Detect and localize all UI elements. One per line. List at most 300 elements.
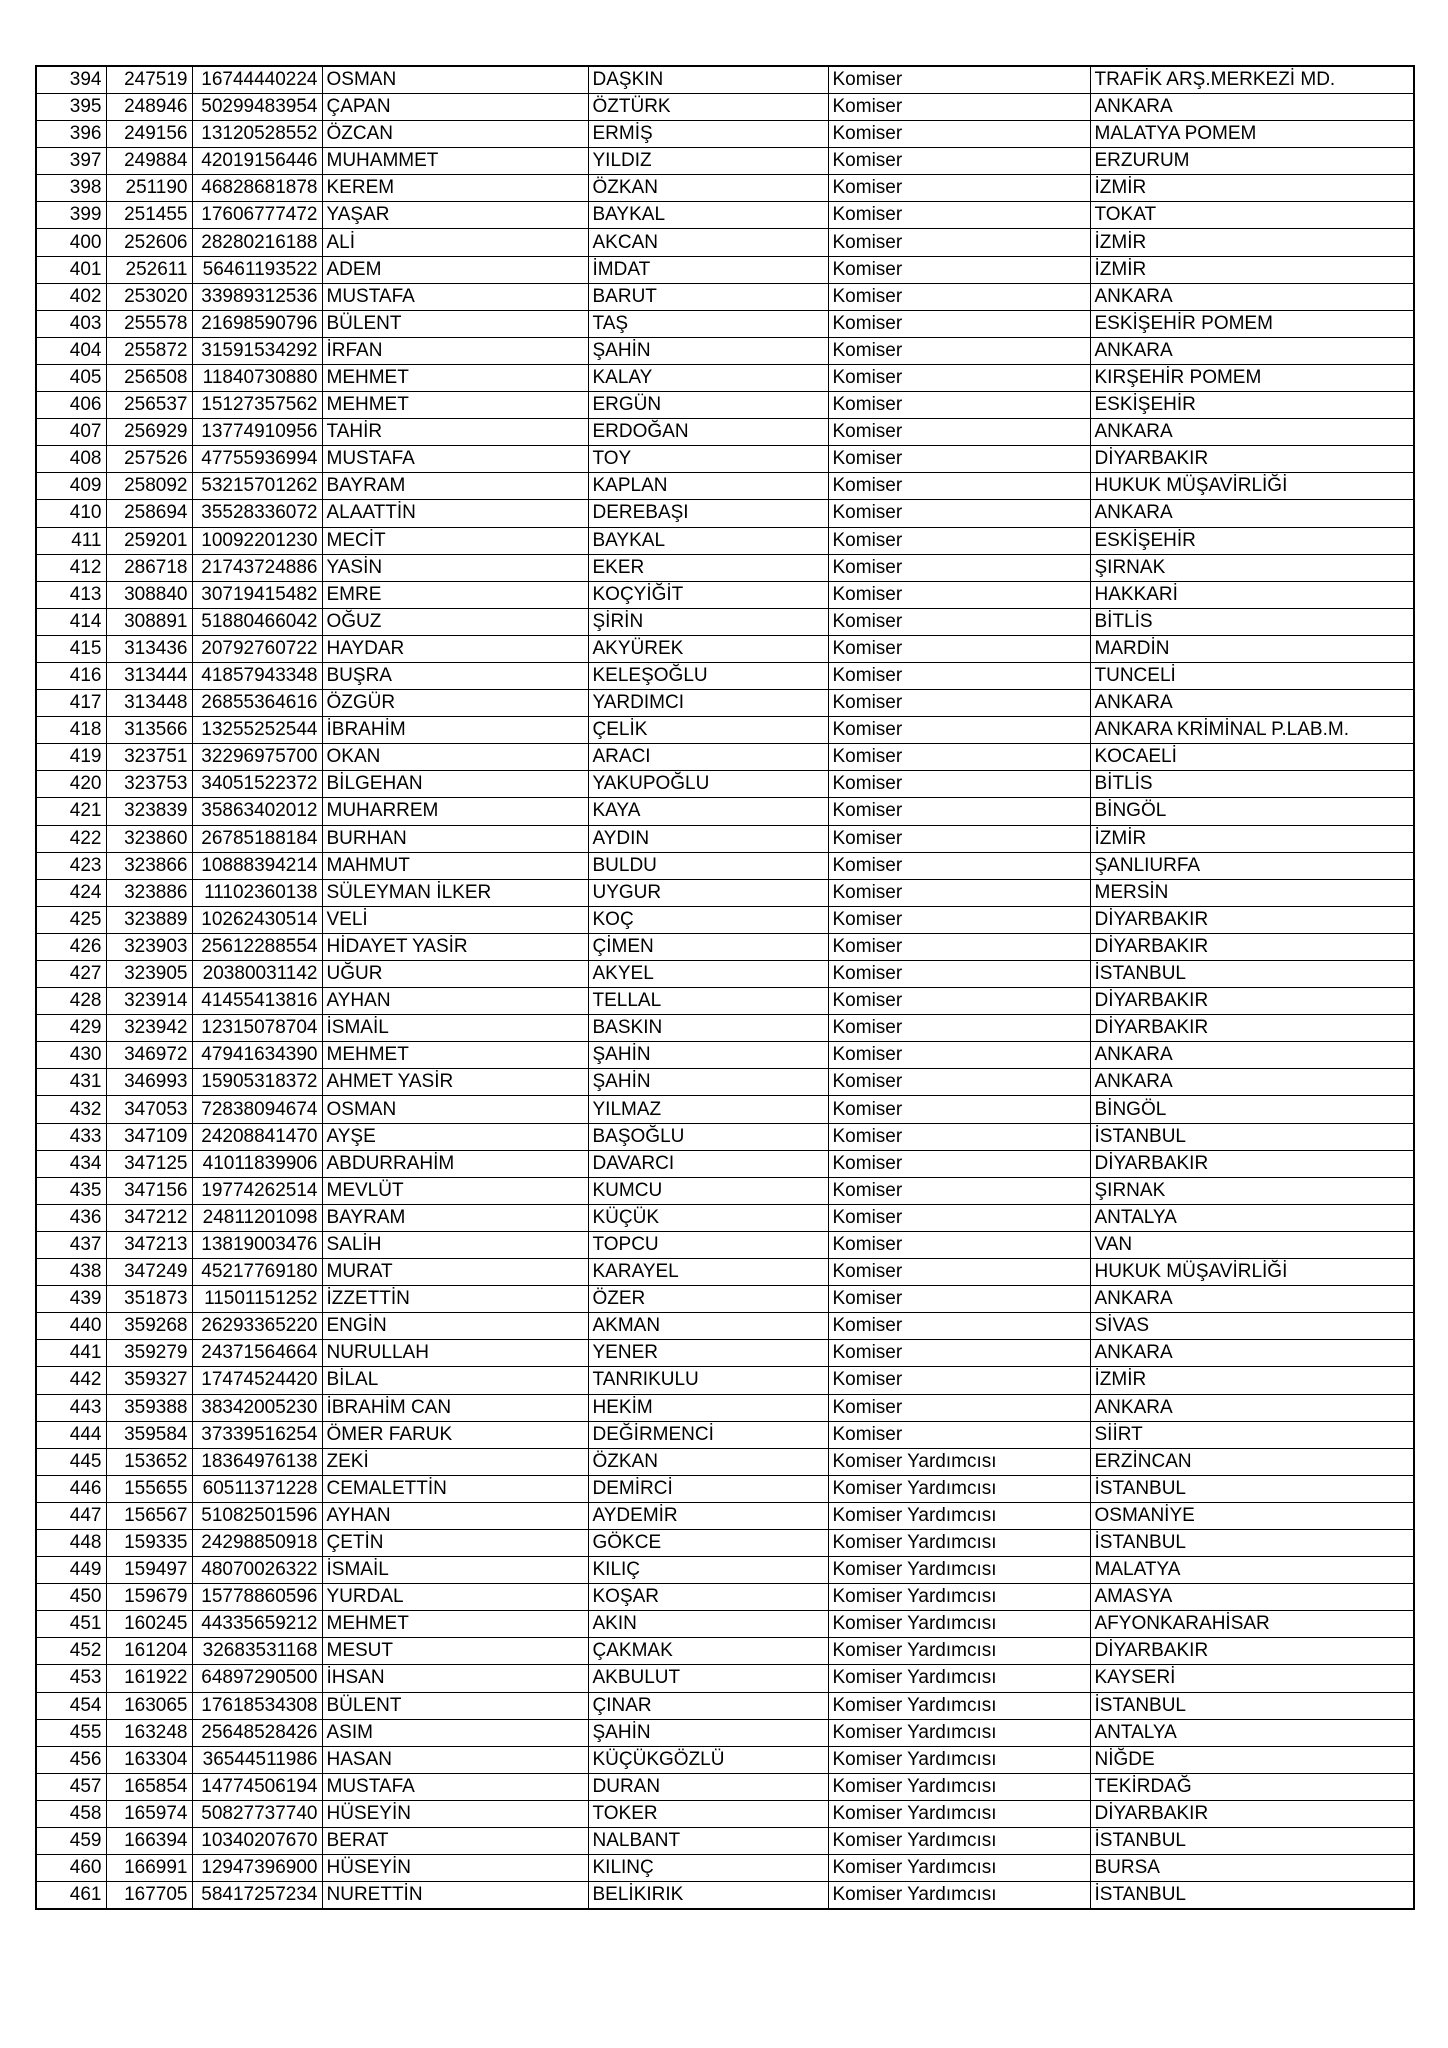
- last-name-cell: DAVARCI: [588, 1150, 828, 1177]
- id-number-cell: 15127357562: [192, 392, 322, 419]
- id-number-cell: 11501151252: [192, 1286, 322, 1313]
- first-name-cell: BURHAN: [322, 825, 588, 852]
- table-row: [36, 1638, 1414, 1665]
- row-number-cell: 427: [36, 961, 106, 988]
- rank-cell: Komiser Yardımcısı: [828, 1611, 1090, 1638]
- row-number-cell: 432: [36, 1096, 106, 1123]
- row-number-cell: 418: [36, 717, 106, 744]
- registry-number-cell: 163304: [106, 1746, 192, 1773]
- registry-number-cell: 249884: [106, 148, 192, 175]
- registry-number-cell: 359268: [106, 1313, 192, 1340]
- row-number-cell: 410: [36, 500, 106, 527]
- last-name-cell: TOY: [588, 446, 828, 473]
- table-row: [36, 1557, 1414, 1584]
- registry-number-cell: 323914: [106, 988, 192, 1015]
- last-name-cell: KOÇ: [588, 906, 828, 933]
- last-name-cell: KARAYEL: [588, 1259, 828, 1286]
- id-number-cell: 34051522372: [192, 771, 322, 798]
- registry-number-cell: 161922: [106, 1665, 192, 1692]
- last-name-cell: GÖKCE: [588, 1529, 828, 1556]
- rank-cell: Komiser: [828, 1231, 1090, 1258]
- id-number-cell: 17606777472: [192, 202, 322, 229]
- last-name-cell: TANRIKULU: [588, 1367, 828, 1394]
- last-name-cell: DURAN: [588, 1773, 828, 1800]
- registry-number-cell: 249156: [106, 121, 192, 148]
- table-row: [36, 283, 1414, 310]
- table-row: [36, 527, 1414, 554]
- row-number-cell: 448: [36, 1529, 106, 1556]
- duty-location-cell: ŞIRNAK: [1090, 554, 1414, 581]
- registry-number-cell: 359279: [106, 1340, 192, 1367]
- rank-cell: Komiser: [828, 1259, 1090, 1286]
- id-number-cell: 24298850918: [192, 1529, 322, 1556]
- id-number-cell: 41011839906: [192, 1150, 322, 1177]
- rank-cell: Komiser: [828, 1150, 1090, 1177]
- last-name-cell: DAŞKIN: [588, 66, 828, 94]
- row-number-cell: 423: [36, 852, 106, 879]
- table-row: [36, 1719, 1414, 1746]
- table-row: [36, 229, 1414, 256]
- first-name-cell: TAHİR: [322, 419, 588, 446]
- registry-number-cell: 156567: [106, 1502, 192, 1529]
- id-number-cell: 44335659212: [192, 1611, 322, 1638]
- rank-cell: Komiser Yardımcısı: [828, 1638, 1090, 1665]
- registry-number-cell: 251190: [106, 175, 192, 202]
- duty-location-cell: TEKİRDAĞ: [1090, 1773, 1414, 1800]
- duty-location-cell: TUNCELİ: [1090, 662, 1414, 689]
- registry-number-cell: 251455: [106, 202, 192, 229]
- id-number-cell: 45217769180: [192, 1259, 322, 1286]
- rank-cell: Komiser: [828, 500, 1090, 527]
- first-name-cell: MEHMET: [322, 1042, 588, 1069]
- registry-number-cell: 313444: [106, 662, 192, 689]
- table-row: [36, 744, 1414, 771]
- first-name-cell: BİLGEHAN: [322, 771, 588, 798]
- row-number-cell: 458: [36, 1800, 106, 1827]
- registry-number-cell: 323839: [106, 798, 192, 825]
- id-number-cell: 53215701262: [192, 473, 322, 500]
- first-name-cell: OSMAN: [322, 1096, 588, 1123]
- first-name-cell: MEHMET: [322, 364, 588, 391]
- rank-cell: Komiser: [828, 1096, 1090, 1123]
- last-name-cell: AKMAN: [588, 1313, 828, 1340]
- rank-cell: Komiser: [828, 988, 1090, 1015]
- table-row: [36, 94, 1414, 121]
- first-name-cell: SALİH: [322, 1231, 588, 1258]
- rank-cell: Komiser: [828, 906, 1090, 933]
- table-row: [36, 1692, 1414, 1719]
- registry-number-cell: 359327: [106, 1367, 192, 1394]
- table-row: [36, 906, 1414, 933]
- row-number-cell: 451: [36, 1611, 106, 1638]
- table-row: [36, 1394, 1414, 1421]
- row-number-cell: 394: [36, 66, 106, 94]
- id-number-cell: 51082501596: [192, 1502, 322, 1529]
- last-name-cell: KAYA: [588, 798, 828, 825]
- table-row: [36, 879, 1414, 906]
- id-number-cell: 33989312536: [192, 283, 322, 310]
- id-number-cell: 47941634390: [192, 1042, 322, 1069]
- last-name-cell: KÜÇÜK: [588, 1204, 828, 1231]
- table-row: [36, 1421, 1414, 1448]
- table-row: [36, 1286, 1414, 1313]
- table-row: [36, 175, 1414, 202]
- registry-number-cell: 347249: [106, 1259, 192, 1286]
- first-name-cell: EMRE: [322, 581, 588, 608]
- first-name-cell: MEHMET: [322, 392, 588, 419]
- id-number-cell: 60511371228: [192, 1475, 322, 1502]
- registry-number-cell: 256508: [106, 364, 192, 391]
- first-name-cell: YASİN: [322, 554, 588, 581]
- duty-location-cell: ANKARA: [1090, 283, 1414, 310]
- first-name-cell: BÜLENT: [322, 1692, 588, 1719]
- first-name-cell: BİLAL: [322, 1367, 588, 1394]
- id-number-cell: 16744440224: [192, 66, 322, 94]
- rank-cell: Komiser: [828, 879, 1090, 906]
- id-number-cell: 13255252544: [192, 717, 322, 744]
- duty-location-cell: ANKARA: [1090, 94, 1414, 121]
- duty-location-cell: ANKARA KRİMİNAL P.LAB.M.: [1090, 717, 1414, 744]
- id-number-cell: 50827737740: [192, 1800, 322, 1827]
- table-row: [36, 1665, 1414, 1692]
- first-name-cell: VELİ: [322, 906, 588, 933]
- first-name-cell: OKAN: [322, 744, 588, 771]
- registry-number-cell: 247519: [106, 66, 192, 94]
- last-name-cell: EKER: [588, 554, 828, 581]
- rank-cell: Komiser: [828, 473, 1090, 500]
- last-name-cell: ÖZTÜRK: [588, 94, 828, 121]
- last-name-cell: ÖZKAN: [588, 1448, 828, 1475]
- row-number-cell: 413: [36, 581, 106, 608]
- first-name-cell: ÇETİN: [322, 1529, 588, 1556]
- duty-location-cell: İSTANBUL: [1090, 1692, 1414, 1719]
- duty-location-cell: İSTANBUL: [1090, 1882, 1414, 1910]
- id-number-cell: 35863402012: [192, 798, 322, 825]
- registry-number-cell: 323886: [106, 879, 192, 906]
- registry-number-cell: 346972: [106, 1042, 192, 1069]
- id-number-cell: 12947396900: [192, 1855, 322, 1882]
- row-number-cell: 434: [36, 1150, 106, 1177]
- last-name-cell: ŞAHİN: [588, 1719, 828, 1746]
- id-number-cell: 18364976138: [192, 1448, 322, 1475]
- last-name-cell: AKCAN: [588, 229, 828, 256]
- row-number-cell: 405: [36, 364, 106, 391]
- registry-number-cell: 323753: [106, 771, 192, 798]
- duty-location-cell: MALATYA POMEM: [1090, 121, 1414, 148]
- row-number-cell: 419: [36, 744, 106, 771]
- duty-location-cell: DİYARBAKIR: [1090, 446, 1414, 473]
- first-name-cell: MEVLÜT: [322, 1177, 588, 1204]
- table-row: [36, 1882, 1414, 1910]
- first-name-cell: MUHAMMET: [322, 148, 588, 175]
- first-name-cell: OĞUZ: [322, 608, 588, 635]
- id-number-cell: 51880466042: [192, 608, 322, 635]
- table-row: [36, 392, 1414, 419]
- row-number-cell: 436: [36, 1204, 106, 1231]
- id-number-cell: 13819003476: [192, 1231, 322, 1258]
- id-number-cell: 48070026322: [192, 1557, 322, 1584]
- row-number-cell: 449: [36, 1557, 106, 1584]
- duty-location-cell: BURSA: [1090, 1855, 1414, 1882]
- table-row: [36, 852, 1414, 879]
- id-number-cell: 25648528426: [192, 1719, 322, 1746]
- registry-number-cell: 256929: [106, 419, 192, 446]
- first-name-cell: NURULLAH: [322, 1340, 588, 1367]
- first-name-cell: ALİ: [322, 229, 588, 256]
- rank-cell: Komiser: [828, 1394, 1090, 1421]
- row-number-cell: 456: [36, 1746, 106, 1773]
- rank-cell: Komiser: [828, 1340, 1090, 1367]
- id-number-cell: 72838094674: [192, 1096, 322, 1123]
- table-row: [36, 1448, 1414, 1475]
- row-number-cell: 397: [36, 148, 106, 175]
- last-name-cell: NALBANT: [588, 1828, 828, 1855]
- rank-cell: Komiser: [828, 310, 1090, 337]
- rank-cell: Komiser: [828, 229, 1090, 256]
- duty-location-cell: VAN: [1090, 1231, 1414, 1258]
- registry-number-cell: 155655: [106, 1475, 192, 1502]
- id-number-cell: 36544511986: [192, 1746, 322, 1773]
- table-row: [36, 337, 1414, 364]
- duty-location-cell: AFYONKARAHİSAR: [1090, 1611, 1414, 1638]
- registry-number-cell: 167705: [106, 1882, 192, 1910]
- row-number-cell: 424: [36, 879, 106, 906]
- rank-cell: Komiser: [828, 1042, 1090, 1069]
- id-number-cell: 26855364616: [192, 690, 322, 717]
- row-number-cell: 443: [36, 1394, 106, 1421]
- duty-location-cell: ESKİŞEHİR POMEM: [1090, 310, 1414, 337]
- table-row: [36, 798, 1414, 825]
- last-name-cell: AKIN: [588, 1611, 828, 1638]
- table-row: [36, 662, 1414, 689]
- registry-number-cell: 347213: [106, 1231, 192, 1258]
- row-number-cell: 444: [36, 1421, 106, 1448]
- table-row: [36, 121, 1414, 148]
- row-number-cell: 459: [36, 1828, 106, 1855]
- id-number-cell: 24208841470: [192, 1123, 322, 1150]
- rank-cell: Komiser Yardımcısı: [828, 1746, 1090, 1773]
- id-number-cell: 21743724886: [192, 554, 322, 581]
- registry-number-cell: 252606: [106, 229, 192, 256]
- row-number-cell: 400: [36, 229, 106, 256]
- table-row: [36, 1069, 1414, 1096]
- registry-number-cell: 323942: [106, 1015, 192, 1042]
- row-number-cell: 398: [36, 175, 106, 202]
- row-number-cell: 460: [36, 1855, 106, 1882]
- last-name-cell: YILMAZ: [588, 1096, 828, 1123]
- row-number-cell: 402: [36, 283, 106, 310]
- rank-cell: Komiser Yardımcısı: [828, 1828, 1090, 1855]
- duty-location-cell: BİNGÖL: [1090, 1096, 1414, 1123]
- table-row: [36, 148, 1414, 175]
- row-number-cell: 431: [36, 1069, 106, 1096]
- duty-location-cell: OSMANİYE: [1090, 1502, 1414, 1529]
- row-number-cell: 429: [36, 1015, 106, 1042]
- duty-location-cell: DİYARBAKIR: [1090, 1015, 1414, 1042]
- duty-location-cell: İSTANBUL: [1090, 961, 1414, 988]
- duty-location-cell: KAYSERİ: [1090, 1665, 1414, 1692]
- registry-number-cell: 323905: [106, 961, 192, 988]
- first-name-cell: NURETTİN: [322, 1882, 588, 1910]
- rank-cell: Komiser: [828, 961, 1090, 988]
- duty-location-cell: İSTANBUL: [1090, 1475, 1414, 1502]
- row-number-cell: 437: [36, 1231, 106, 1258]
- row-number-cell: 461: [36, 1882, 106, 1910]
- registry-number-cell: 253020: [106, 283, 192, 310]
- last-name-cell: ERMİŞ: [588, 121, 828, 148]
- duty-location-cell: MALATYA: [1090, 1557, 1414, 1584]
- duty-location-cell: ANKARA: [1090, 690, 1414, 717]
- table-row: [36, 500, 1414, 527]
- last-name-cell: DEĞİRMENCİ: [588, 1421, 828, 1448]
- id-number-cell: 38342005230: [192, 1394, 322, 1421]
- table-body: [36, 66, 1414, 1909]
- duty-location-cell: HUKUK MÜŞAVİRLİĞİ: [1090, 473, 1414, 500]
- duty-location-cell: ERZURUM: [1090, 148, 1414, 175]
- first-name-cell: ADEM: [322, 256, 588, 283]
- duty-location-cell: DİYARBAKIR: [1090, 1800, 1414, 1827]
- rank-cell: Komiser: [828, 662, 1090, 689]
- rank-cell: Komiser Yardımcısı: [828, 1855, 1090, 1882]
- last-name-cell: ÇAKMAK: [588, 1638, 828, 1665]
- last-name-cell: ŞAHİN: [588, 1042, 828, 1069]
- table-row: [36, 1611, 1414, 1638]
- duty-location-cell: DİYARBAKIR: [1090, 933, 1414, 960]
- last-name-cell: BAŞOĞLU: [588, 1123, 828, 1150]
- table-row: [36, 1313, 1414, 1340]
- table-row: [36, 933, 1414, 960]
- registry-number-cell: 308891: [106, 608, 192, 635]
- id-number-cell: 37339516254: [192, 1421, 322, 1448]
- first-name-cell: MUSTAFA: [322, 283, 588, 310]
- last-name-cell: YARDIMCI: [588, 690, 828, 717]
- rank-cell: Komiser: [828, 717, 1090, 744]
- table-row: [36, 1123, 1414, 1150]
- row-number-cell: 442: [36, 1367, 106, 1394]
- table-row: [36, 1177, 1414, 1204]
- rank-cell: Komiser: [828, 419, 1090, 446]
- table-row: [36, 1746, 1414, 1773]
- first-name-cell: YAŞAR: [322, 202, 588, 229]
- table-row: [36, 1828, 1414, 1855]
- table-row: [36, 1340, 1414, 1367]
- last-name-cell: BAYKAL: [588, 527, 828, 554]
- duty-location-cell: ANKARA: [1090, 1069, 1414, 1096]
- last-name-cell: KÜÇÜKGÖZLÜ: [588, 1746, 828, 1773]
- first-name-cell: MECİT: [322, 527, 588, 554]
- row-number-cell: 453: [36, 1665, 106, 1692]
- duty-location-cell: İZMİR: [1090, 256, 1414, 283]
- first-name-cell: BÜLENT: [322, 310, 588, 337]
- rank-cell: Komiser: [828, 1367, 1090, 1394]
- first-name-cell: İBRAHİM: [322, 717, 588, 744]
- duty-location-cell: ŞANLIURFA: [1090, 852, 1414, 879]
- id-number-cell: 15905318372: [192, 1069, 322, 1096]
- table-row: [36, 202, 1414, 229]
- duty-location-cell: ANKARA: [1090, 419, 1414, 446]
- duty-location-cell: ANKARA: [1090, 1340, 1414, 1367]
- last-name-cell: UYGUR: [588, 879, 828, 906]
- table-row: [36, 554, 1414, 581]
- row-number-cell: 399: [36, 202, 106, 229]
- row-number-cell: 441: [36, 1340, 106, 1367]
- duty-location-cell: MERSİN: [1090, 879, 1414, 906]
- last-name-cell: TAŞ: [588, 310, 828, 337]
- first-name-cell: ÖZGÜR: [322, 690, 588, 717]
- table-row: [36, 1231, 1414, 1258]
- row-number-cell: 454: [36, 1692, 106, 1719]
- table-row: [36, 1042, 1414, 1069]
- registry-number-cell: 258694: [106, 500, 192, 527]
- last-name-cell: AKYÜREK: [588, 635, 828, 662]
- table-row: [36, 690, 1414, 717]
- last-name-cell: ÇİMEN: [588, 933, 828, 960]
- first-name-cell: HAYDAR: [322, 635, 588, 662]
- id-number-cell: 13120528552: [192, 121, 322, 148]
- table-row: [36, 1773, 1414, 1800]
- registry-number-cell: 313566: [106, 717, 192, 744]
- id-number-cell: 30719415482: [192, 581, 322, 608]
- duty-location-cell: BİNGÖL: [1090, 798, 1414, 825]
- last-name-cell: AKBULUT: [588, 1665, 828, 1692]
- table-row: [36, 1584, 1414, 1611]
- registry-number-cell: 313448: [106, 690, 192, 717]
- rank-cell: Komiser: [828, 608, 1090, 635]
- first-name-cell: UĞUR: [322, 961, 588, 988]
- first-name-cell: ÇAPAN: [322, 94, 588, 121]
- row-number-cell: 457: [36, 1773, 106, 1800]
- rank-cell: Komiser Yardımcısı: [828, 1584, 1090, 1611]
- row-number-cell: 409: [36, 473, 106, 500]
- registry-number-cell: 255872: [106, 337, 192, 364]
- duty-location-cell: MARDİN: [1090, 635, 1414, 662]
- first-name-cell: AYHAN: [322, 988, 588, 1015]
- rank-cell: Komiser: [828, 446, 1090, 473]
- first-name-cell: MUSTAFA: [322, 446, 588, 473]
- row-number-cell: 420: [36, 771, 106, 798]
- registry-number-cell: 323866: [106, 852, 192, 879]
- last-name-cell: ARACI: [588, 744, 828, 771]
- table-row: [36, 1800, 1414, 1827]
- registry-number-cell: 252611: [106, 256, 192, 283]
- row-number-cell: 401: [36, 256, 106, 283]
- table-row: [36, 608, 1414, 635]
- first-name-cell: YURDAL: [322, 1584, 588, 1611]
- row-number-cell: 407: [36, 419, 106, 446]
- first-name-cell: BAYRAM: [322, 1204, 588, 1231]
- duty-location-cell: DİYARBAKIR: [1090, 1150, 1414, 1177]
- rank-cell: Komiser: [828, 175, 1090, 202]
- table-row: [36, 1367, 1414, 1394]
- first-name-cell: İSMAİL: [322, 1015, 588, 1042]
- duty-location-cell: SİİRT: [1090, 1421, 1414, 1448]
- id-number-cell: 58417257234: [192, 1882, 322, 1910]
- rank-cell: Komiser: [828, 392, 1090, 419]
- id-number-cell: 47755936994: [192, 446, 322, 473]
- id-number-cell: 14774506194: [192, 1773, 322, 1800]
- table-row: [36, 1015, 1414, 1042]
- table-row: [36, 1475, 1414, 1502]
- rank-cell: Komiser Yardımcısı: [828, 1448, 1090, 1475]
- first-name-cell: MURAT: [322, 1259, 588, 1286]
- first-name-cell: İHSAN: [322, 1665, 588, 1692]
- row-number-cell: 403: [36, 310, 106, 337]
- id-number-cell: 41857943348: [192, 662, 322, 689]
- row-number-cell: 404: [36, 337, 106, 364]
- last-name-cell: AKYEL: [588, 961, 828, 988]
- rank-cell: Komiser Yardımcısı: [828, 1529, 1090, 1556]
- duty-location-cell: BİTLİS: [1090, 771, 1414, 798]
